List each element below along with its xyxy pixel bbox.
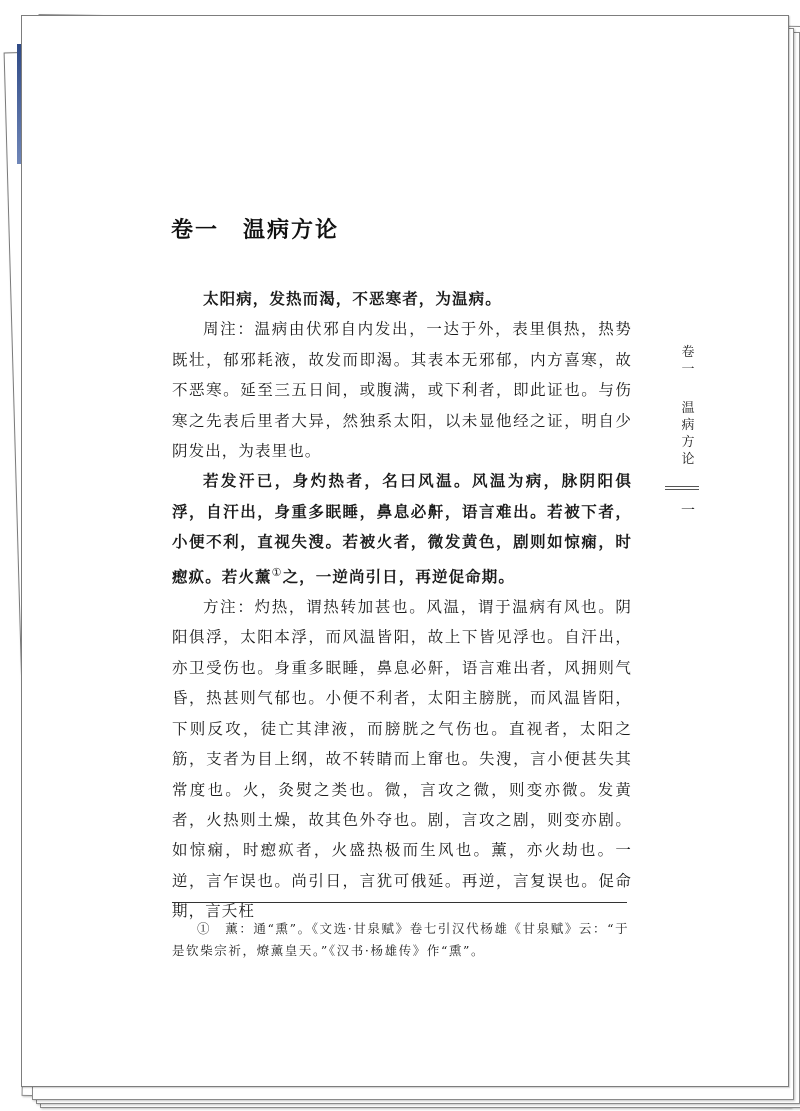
paragraph-classic-text-1: 太阳病，发热而渴，不恶寒者，为温病。 [203,289,502,308]
page-number: 一 [681,503,695,519]
running-head-volume-char: 卷 [681,345,695,360]
running-head-volume-char: 一 [681,362,695,377]
footnote-text: 薰：通“熏”。《文选·甘泉赋》卷七引汉代杨雄《甘泉赋》云：“于是钦柴宗祈，燎薰皇天。”《汉书·杨雄传》作“熏”。 [172,921,630,958]
paragraph-commentary-fang: 方注：灼热，谓热转加甚也。风温，谓于温病有风也。阴阳俱浮，太阳本浮，而风温皆阳，故上下皆见浮也。自汗出，亦卫受伤也。身重多眠睡，鼻息必鼾，语言难出者，风拥则气昏，热甚则气郁也。小便不利者，太阳主膀胱，而风温皆阳，下则反攻，徒亡其津液，而膀胱之气伤也。直视者，太阳之筋，支者为目上纲，故不转睛而上窜也。失溲，言小便甚失其常度也。火，灸熨之类也。微，言攻之微，则变亦微。发黄者，火热则土燥，故其色外夺也。剧，言攻之剧，则变亦剧。如惊痫，时瘛疭者，火盛热极而生风也。薰，亦火劫也。一逆，言乍误也。尚引日，言犹可俄延。再逆，言复误也。促命期，言夭枉 [172,598,632,921]
footnote-marker[interactable]: ① [271,565,283,579]
running-head-double-rule [665,486,699,490]
footnote-marker-label: ① [197,921,212,936]
paragraph-classic-text-2 [172,466,632,592]
footnote-divider [172,902,627,903]
running-head-title-char: 论 [681,452,695,467]
running-head-title-char: 温 [681,401,695,416]
paragraph-commentary-zhou: 周注：温病由伏邪自内发出，一达于外，表里俱热，热势既壮，郁邪耗液，故发而即渴。其表本无邪郁，内方喜寒，故不恶寒。延至三五日间，或腹满，或下利者，即此证也。与伤寒之先表后里者大异，然独系太阳，以未显他经之证，明自少阴发出，为表里也。 [172,320,632,461]
running-head-title-char: 病 [681,418,695,433]
chapter-title: 卷一 温病方论 [171,217,340,243]
running-head [676,344,700,468]
classic-text-2-part1: 若发汗已，身灼热者，名曰风温。风温为病，脉阴阳俱浮，自汗出，身重多眠睡，鼻息必鼾，语言难出。若被下者，小便不利，直视失溲。若被火者，微发黄色，剧则如惊痫，时瘛疭。若火薰 [172,471,632,586]
classic-text-2-part2: 之，一逆尚引日，再逆促命期。 [282,566,515,586]
body-text [172,284,632,927]
footnote [172,918,632,962]
running-head-title-char: 方 [681,435,695,450]
